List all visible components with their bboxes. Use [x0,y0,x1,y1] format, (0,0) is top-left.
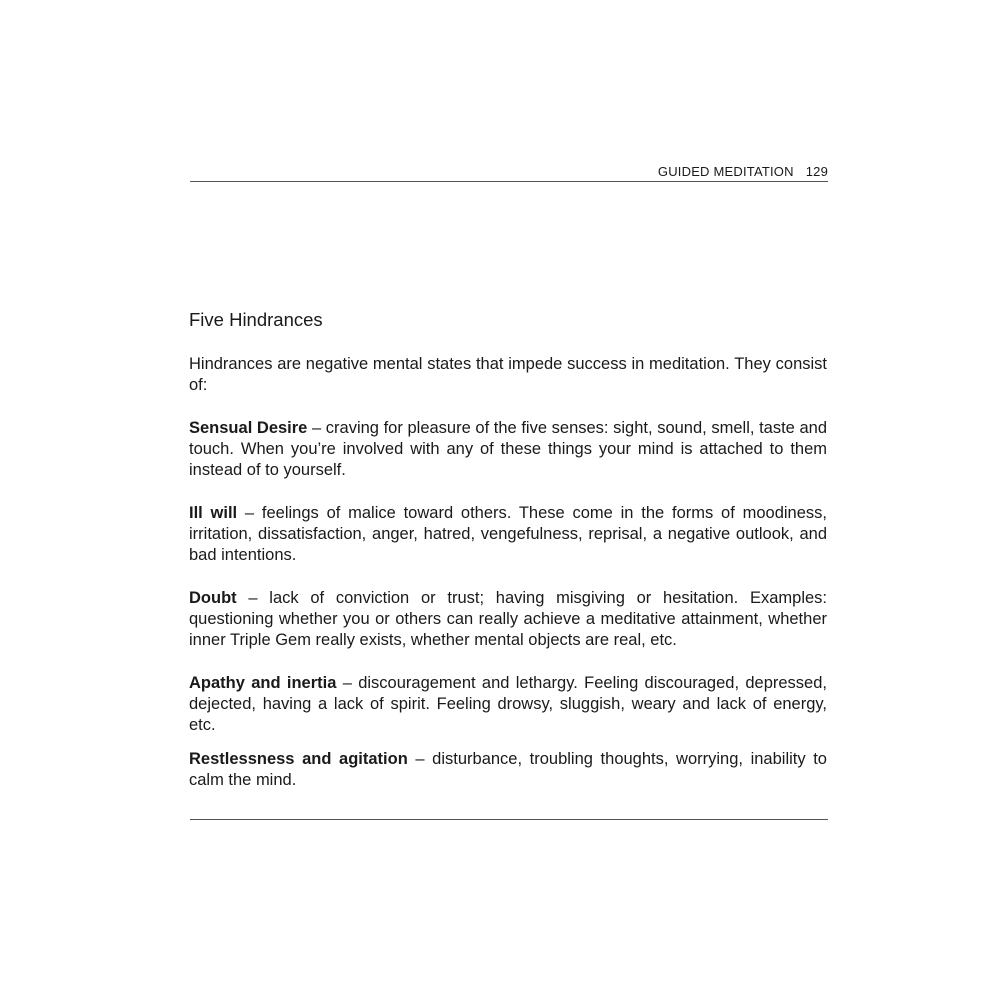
hindrance-description: – feelings of malice toward others. These come in the forms of moodiness, irritation, dissatisfaction, anger, hatred, vengefulness, reprisal, a negative outlook, and bad intentions. [189,504,827,564]
hindrance-paragraph [189,749,827,791]
running-head [658,164,828,179]
hindrance-term: Doubt [189,589,237,607]
hindrance-description: – discouragement and lethargy. Feeling discouraged, depressed, dejected, having a lack of spirit. Feeling drowsy, sluggish, weary and lack of energy, etc. [189,674,827,734]
header-rule [190,181,828,182]
hindrance-description: – disturbance, troubling thoughts, worrying, inability to calm the mind. [189,750,827,789]
page-body [189,308,827,791]
section-title: Five Hindrances [189,309,323,330]
hindrance-paragraph [189,673,827,736]
hindrance-term: Restlessness and agitation [189,750,408,768]
running-head-title: GUIDED MEDITATION [657,164,794,179]
intro-paragraph: Hindrances are negative mental states that impede success in meditation. They consist of: [189,355,827,394]
page-number: 129 [805,164,828,179]
hindrance-description: – lack of conviction or trust; having misgiving or hesitation. Examples: questioning whether you or others can really achieve a meditative attainment, whether inner Triple Gem really exists, whether mental objects are real, etc. [189,589,827,649]
hindrance-term: Apathy and inertia [189,674,337,692]
hindrance-term: Ill will [189,504,238,522]
hindrance-paragraph [189,418,827,481]
hindrance-term: Sensual Desire [189,419,308,437]
hindrance-paragraph [189,503,827,566]
hindrance-description: – craving for pleasure of the five senses: sight, sound, smell, taste and touch. When you’re involved with any of these things your mind is attached to them instead of to yourself. [189,419,827,479]
footer-rule [190,819,828,820]
hindrance-paragraph [189,588,827,651]
